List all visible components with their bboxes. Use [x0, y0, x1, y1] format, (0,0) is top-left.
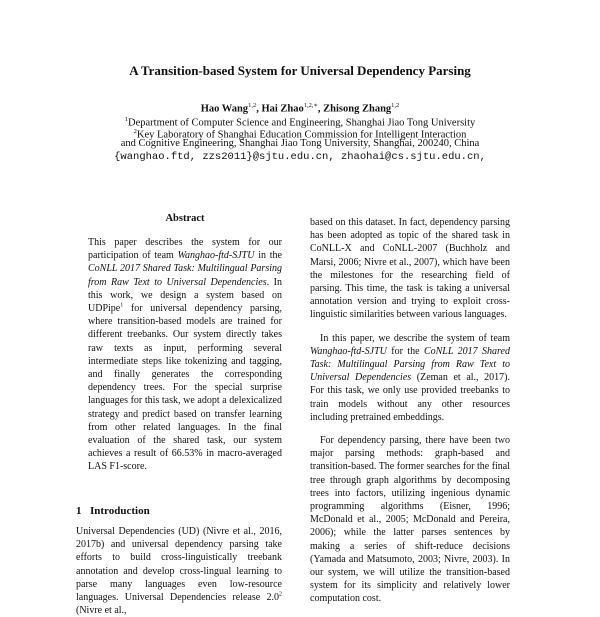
team-name: Wanghao-ftd-SJTU — [310, 345, 387, 357]
affiliation-mark: 2 — [133, 128, 137, 135]
introduction-text: Universal Dependencies (UD) (Nivre et al., 2016, 2017b) and universal dependency parsing take efforts to build cross-linguistically treebank annotation and develop cross-lingual learning to parse many languages even low-resource languages. Universal Dependencies release 2.0 — [76, 526, 282, 604]
body-paragraph: For dependency parsing, there have been two major parsing methods: graph-based and transition-based. The former searches for the final tree through graph algorithms by decomposing trees into factors, utilizing ingenious dynamic programming algorithms (Eisner, 1996; McDonald et al., 2005; McDonald and Pereira, 2006); while the latter parses sentences by making a series of shift-reduce decisions (Yamada and Matsumoto, 2003; Nivre, 2003). In our system, we will utilize the transition-based system for its simplicity and relatively lower computation cost. — [310, 435, 511, 605]
affiliation-2-line-2: and Cognitive Engineering, Shanghai Jiao Tong University, Shanghai, 200240, China — [120, 138, 480, 149]
team-name: Wanghao-ftd-SJTU — [177, 250, 255, 262]
author-name: Zhisong Zhang — [323, 103, 392, 115]
body-paragraph — [310, 332, 510, 424]
body-text: (Zeman et al., 2017). For this task, we only use provided treebanks to train models without any other resources including pretrained embeddings. — [310, 372, 511, 423]
affiliation-mark: 1 — [124, 116, 128, 123]
body-text: In this paper, we describe the system of team — [320, 332, 510, 344]
footnote-mark: 1 — [120, 302, 124, 309]
introduction-text-end: (Nivre et al., — [76, 605, 127, 617]
abstract-paragraph — [88, 236, 282, 474]
abstract-text-1: This paper describes the system for our participation of team — [88, 237, 282, 262]
author-list: Hao Wang$^{1,2}$, Hai Zhao$^{1,2,∗}$, Zhisong Zhang$^{1,2}$ — [200, 102, 400, 115]
abstract-heading: Abstract — [165, 213, 205, 224]
author-emails: {wanghao.ftd, zzs2011}@sjtu.edu.cn, zhaohai@cs.sjtu.edu.cn, — [114, 151, 486, 163]
affiliation-text: Key Laboratory of Shanghai Education Commission for Intelligent Interaction — [136, 129, 467, 141]
abstract-text-4: for universal dependency parsing, where transition-based models are trained for different treebanks. Our system directly takes raw texts as input, performing several intermediate steps like tokenizing and tagging, and finally generates the corresponding dependency trees. For the special surprise languages for this task, we adopt a delexicalized strategy and predict based on transfer learning from other related languages. In the final evaluation of the shared task, our system achieves a result of 66.53% in macro-averaged LAS F1-score. — [88, 303, 282, 473]
author-affiliation-mark: 1,2 — [248, 102, 257, 109]
right-column — [310, 216, 510, 606]
author-affiliation-mark: 1,2 — [391, 102, 400, 109]
introduction-body — [76, 525, 282, 617]
body-paragraph: based on this dataset. In fact, dependency parsing has been adopted as topic of the shared task in CoNLL-X and CoNLL-2007 (Buchholz and Marsi, 2006; Nivre et al., 2007), which have been the milestones for the researching field of parsing. This time, the task is taking a universal annotation version and trying to exploit cross-linguistic similarities between various languages. — [310, 217, 510, 321]
author-affiliation-mark: 1,2,∗ — [303, 102, 318, 109]
abstract-body — [88, 236, 282, 474]
introduction-paragraph — [76, 525, 282, 617]
footnote-mark: 2 — [279, 591, 282, 598]
author-name: Hai Zhao — [261, 103, 304, 115]
affiliation-text: Department of Computer Science and Engineering, Shanghai Jiao Tong University — [128, 117, 476, 129]
section-heading-introduction — [76, 505, 150, 517]
section-title: Introduction — [90, 505, 150, 517]
body-text: for the — [386, 345, 424, 357]
shared-task-name: CoNLL 2017 Shared Task: Multilingual Parsing from Raw Text to Universal Dependencies — [310, 345, 510, 384]
abstract-text-3: . In this work, we design a system based on UDPipe — [88, 276, 282, 315]
abstract-text-2: in the — [254, 250, 282, 262]
section-number: 1 — [76, 505, 82, 517]
paper-title: A Transition-based System for Universal Dependency Parsing — [129, 63, 471, 78]
shared-task-name: CoNLL 2017 Shared Task: Multilingual Parsing from Raw Text to Universal Dependencies — [88, 263, 282, 288]
author-name: Hao Wang — [200, 103, 249, 115]
